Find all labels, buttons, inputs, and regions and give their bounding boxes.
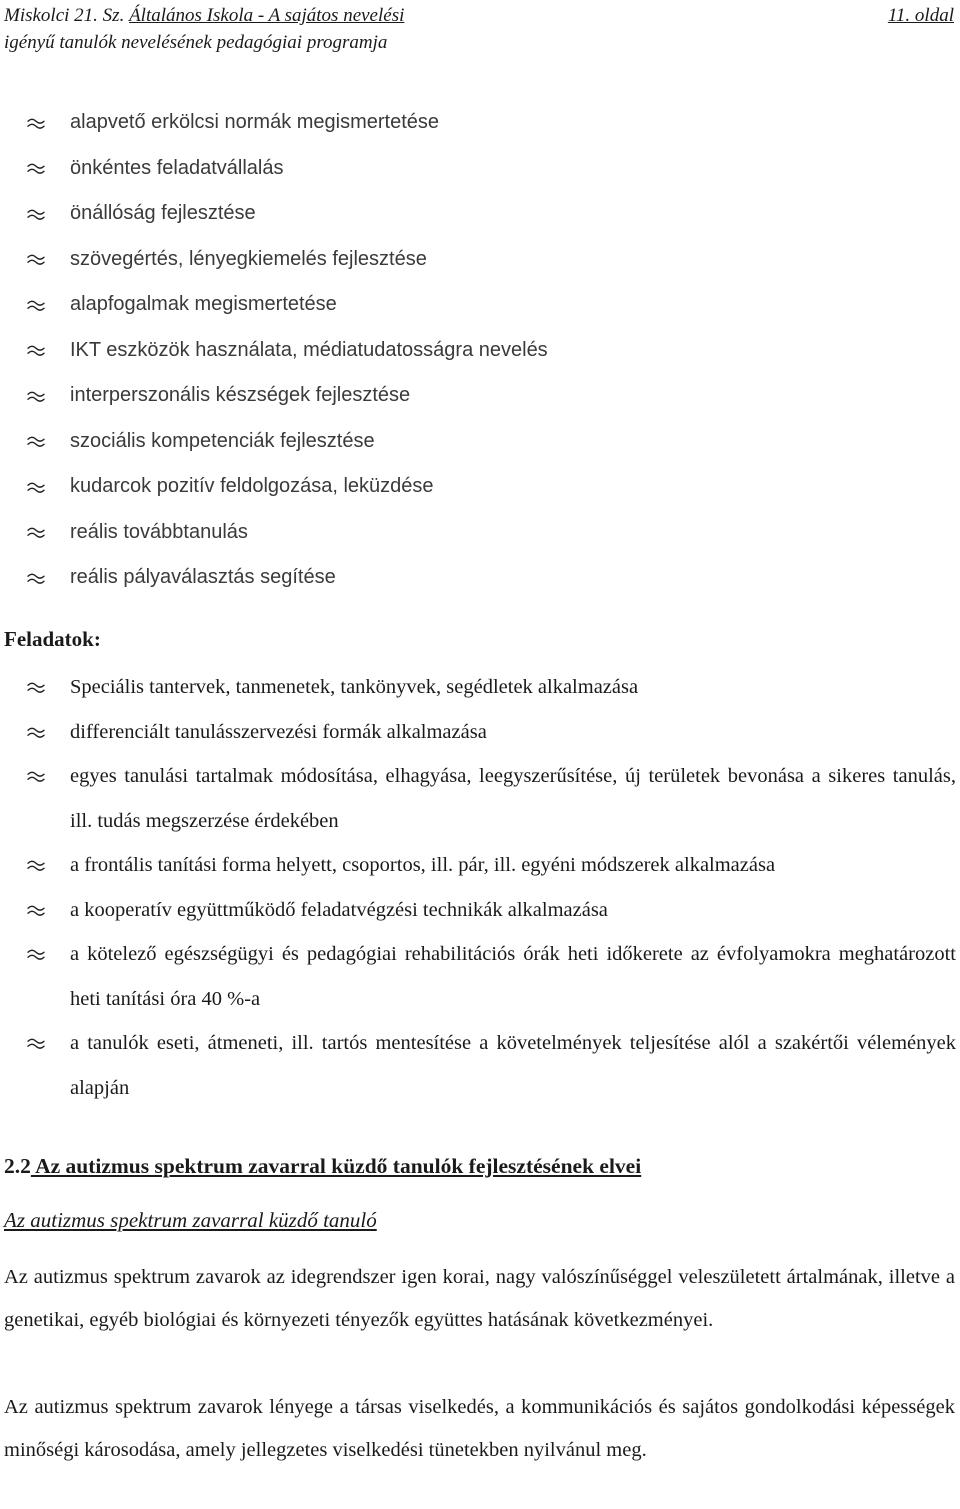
header-school-prefix: Miskolci 21. Sz: [4, 5, 120, 26]
header-title: [4, 2, 404, 56]
subheading: Az autizmus spektrum zavarral küzdő tanuló: [4, 1208, 377, 1232]
list-item: [0, 510, 960, 556]
approx-bullet-icon: [26, 480, 46, 494]
list-item-text: szociális kompetenciák fejlesztése: [70, 429, 375, 452]
list-item: [0, 146, 960, 192]
list-item-text: differenciált tanulásszervezési formák alkalmazása: [70, 720, 487, 743]
approx-bullet-icon: [26, 298, 46, 312]
list-item-text: egyes tanulási tartalmak módosítása, elhagyása, leegyszerűsítése, új területek bevonása a sikeres tanulás, ill. tudás megszerzése érdekében: [70, 765, 956, 832]
list-item: [0, 373, 960, 419]
list-item-text: interperszonális készségek fejlesztése: [70, 384, 411, 406]
approx-bullet-icon: [26, 434, 46, 448]
section-number: 2.2: [4, 1154, 31, 1178]
list-item-text: önkéntes feladatvállalás: [70, 156, 284, 179]
approx-bullet-icon: [26, 343, 46, 357]
approx-bullet-icon: [26, 525, 46, 539]
approx-bullet-icon: [26, 161, 46, 175]
list-item: [0, 665, 960, 710]
paragraph: Az autizmus spektrum zavarok lényege a társas viselkedés, a kommunikációs és sajátos gondolkodási képességek minőségi károsodása, amely jellegzetes viselkedési tünetekben nyilvánul meg.: [4, 1396, 955, 1461]
list-item-text: Speciális tantervek, tanmenetek, tankönyvek, segédletek alkalmazása: [70, 676, 639, 698]
page-number: 11. oldal: [887, 5, 954, 26]
list-item: [0, 328, 960, 374]
list-item-text: a frontális tanítási forma helyett, csoportos, ill. pár, ill. egyéni módszerek alkalmazása: [70, 854, 776, 876]
list-item-text: alapvető erkölcsi normák megismertetése: [70, 111, 440, 133]
section-title-text: Az autizmus spektrum zavarral küzdő tanulók fejlesztésének elvei: [30, 1154, 642, 1178]
approx-bullet-icon: [26, 947, 46, 961]
goals-list: [0, 100, 960, 601]
approx-bullet-icon: [26, 207, 46, 221]
list-item-text: IKT eszközök használata, médiatudatosságra nevelés: [70, 338, 548, 361]
list-item: [0, 464, 960, 510]
approx-bullet-icon: [26, 769, 46, 783]
list-item-text: reális pályaválasztás segítése: [70, 566, 336, 588]
approx-bullet-icon: [26, 858, 46, 872]
list-item-text: a kooperatív együttműködő feladatvégzési technikák alkalmazása: [70, 898, 608, 921]
list-item: [0, 100, 960, 146]
approx-bullet-icon: [26, 252, 46, 266]
section-title: [4, 1150, 641, 1182]
header-school-name: Általános Iskola - A sajátos nevelési: [129, 5, 405, 26]
list-item: [0, 843, 960, 888]
list-item: [0, 710, 960, 755]
approx-bullet-icon: [26, 1036, 46, 1050]
list-item: [0, 419, 960, 465]
list-item-text: a kötelező egészségügyi és pedagógiai rehabilitációs órák heti időkerete az évfolyamokra meghatározott heti tanítási óra 40 %-a: [70, 943, 956, 1010]
list-item: [0, 282, 960, 328]
list-item-text: önállóság fejlesztése: [70, 202, 256, 224]
approx-bullet-icon: [26, 116, 46, 130]
list-item: [0, 237, 960, 283]
header-separator: .: [119, 5, 130, 26]
list-item: [0, 555, 960, 601]
list-item-text: reális továbbtanulás: [70, 520, 248, 543]
list-item-text: szövegértés, lényegkiemelés fejlesztése: [70, 247, 427, 270]
feladatok-heading: Feladatok:: [4, 627, 101, 651]
list-item: [0, 932, 960, 1021]
list-item-text: alapfogalmak megismertetése: [70, 293, 337, 315]
list-item: [0, 888, 960, 933]
tasks-list: [0, 665, 960, 1110]
list-item-text: kudarcok pozitív feldolgozása, leküzdése: [70, 475, 434, 497]
approx-bullet-icon: [26, 725, 46, 739]
list-item: [0, 191, 960, 237]
list-item-text: a tanulók eseti, átmeneti, ill. tartós mentesítése a követelmények teljesítése alól a szakértői vélemények alapján: [70, 1032, 956, 1099]
approx-bullet-icon: [26, 680, 46, 694]
list-item: [0, 1021, 960, 1110]
header-program-name: igényű tanulók nevelésének pedagógiai programja: [4, 32, 388, 53]
approx-bullet-icon: [26, 389, 46, 403]
approx-bullet-icon: [26, 571, 46, 585]
approx-bullet-icon: [26, 903, 46, 917]
paragraph: Az autizmus spektrum zavarok az idegrendszer igen korai, nagy valószínűséggel veleszületett ártalmának, illetve a genetikai, egyéb biológiai és környezeti tényezők együttes hatásának következményei.: [4, 1266, 955, 1331]
list-item: [0, 754, 960, 843]
